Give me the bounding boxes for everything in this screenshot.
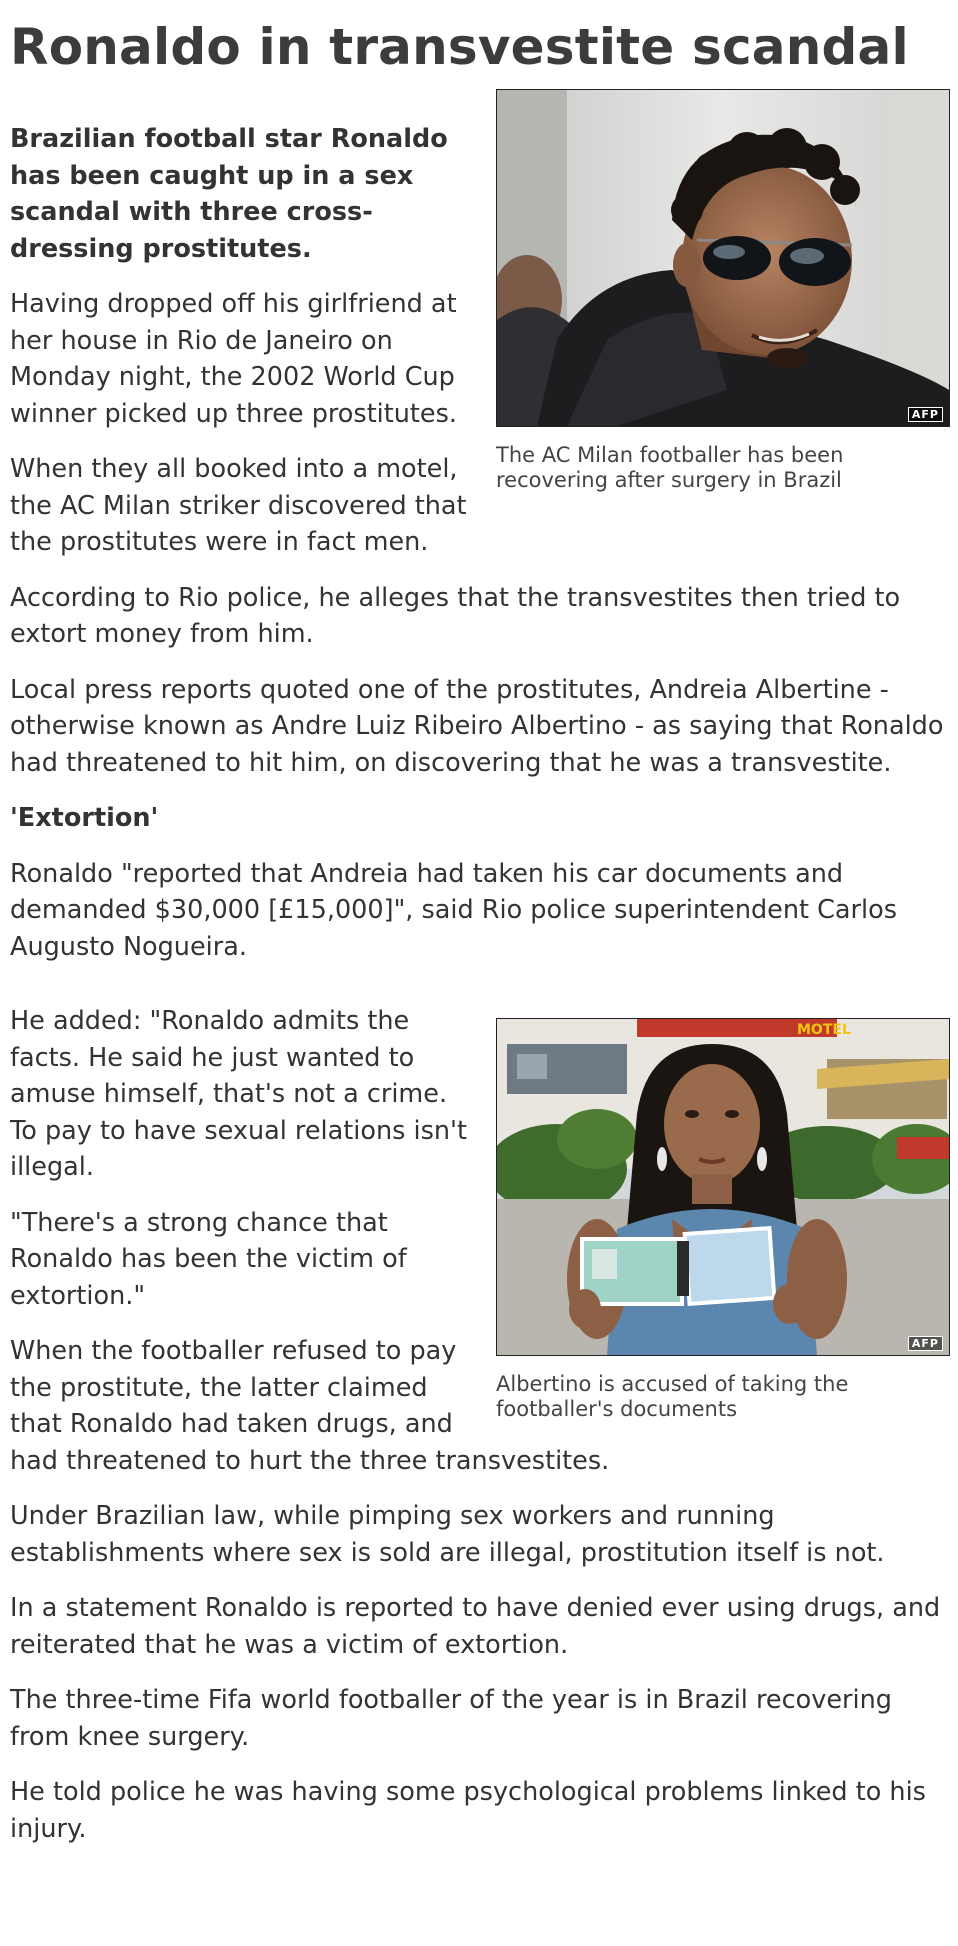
article bbox=[10, 0, 950, 1866]
ronaldo-photo-image bbox=[497, 90, 949, 426]
ronaldo-photo-caption: The AC Milan footballer has been recovering after surgery in Brazil bbox=[496, 443, 844, 492]
article-paragraph: Local press reports quoted one of the prostitutes, Andreia Albertine - otherwise known as Andre Luiz Ribeiro Albertino - as saying that Ronaldo had threatened to hit him, on discovering that he was a transvestite. bbox=[10, 674, 944, 778]
article-paragraph: Under Brazilian law, while pimping sex workers and running establishments where sex is sold are illegal, prostitution itself is not. bbox=[10, 1501, 885, 1568]
article-paragraph: He added: "Ronaldo admits the facts. He said he just wanted to amuse himself, that's not a crime. To pay to have sexual relations isn't illegal. bbox=[10, 1006, 468, 1182]
albertino-photo-caption: Albertino is accused of taking the footballer's documents bbox=[496, 1372, 849, 1421]
article-headline: Ronaldo in transvestite scandal bbox=[10, 18, 909, 76]
figure-albertino bbox=[496, 1018, 950, 1422]
article-intro: Brazilian football star Ronaldo has been caught up in a sex scandal with three cross-dressing prostitutes. bbox=[10, 124, 448, 264]
figure-ronaldo bbox=[496, 89, 950, 493]
article-paragraph: Having dropped off his girlfriend at her house in Rio de Janeiro on Monday night, the 2002 World Cup winner picked up three prostitutes. bbox=[10, 289, 458, 429]
article-paragraph: The three-time Fifa world footballer of the year is in Brazil recovering from knee surgery. bbox=[10, 1685, 892, 1752]
article-paragraph: He told police he was having some psychological problems linked to his injury. bbox=[10, 1777, 926, 1844]
article-paragraph: In a statement Ronaldo is reported to have denied ever using drugs, and reiterated that he was a victim of extortion. bbox=[10, 1593, 941, 1660]
article-paragraph: When they all booked into a motel, the AC Milan striker discovered that the prostitutes were in fact men. bbox=[10, 454, 467, 557]
albertino-photo-image bbox=[497, 1019, 949, 1355]
article-paragraph: Ronaldo "reported that Andreia had taken his car documents and demanded $30,000 [£15,000]", said Rio police superintendent Carlos Augusto Nogueira. bbox=[10, 858, 898, 962]
albertino-photo bbox=[496, 1018, 950, 1356]
article-paragraph: "There's a strong chance that Ronaldo has been the victim of extortion." bbox=[10, 1207, 407, 1311]
article-subheading: 'Extortion' bbox=[10, 803, 159, 833]
photo-agency-credit: AFP bbox=[908, 1336, 943, 1351]
motel-sign-text: MOTEL bbox=[797, 1022, 851, 1038]
article-paragraph: When the footballer refused to pay the prostitute, the latter claimed that Ronaldo had taken drugs, and had threatened to hurt the three transvestites. bbox=[10, 1336, 610, 1476]
article-paragraph: According to Rio police, he alleges that the transvestites then tried to extort money from him. bbox=[10, 582, 901, 649]
photo-agency-credit: AFP bbox=[908, 407, 943, 422]
ronaldo-photo bbox=[496, 89, 950, 427]
